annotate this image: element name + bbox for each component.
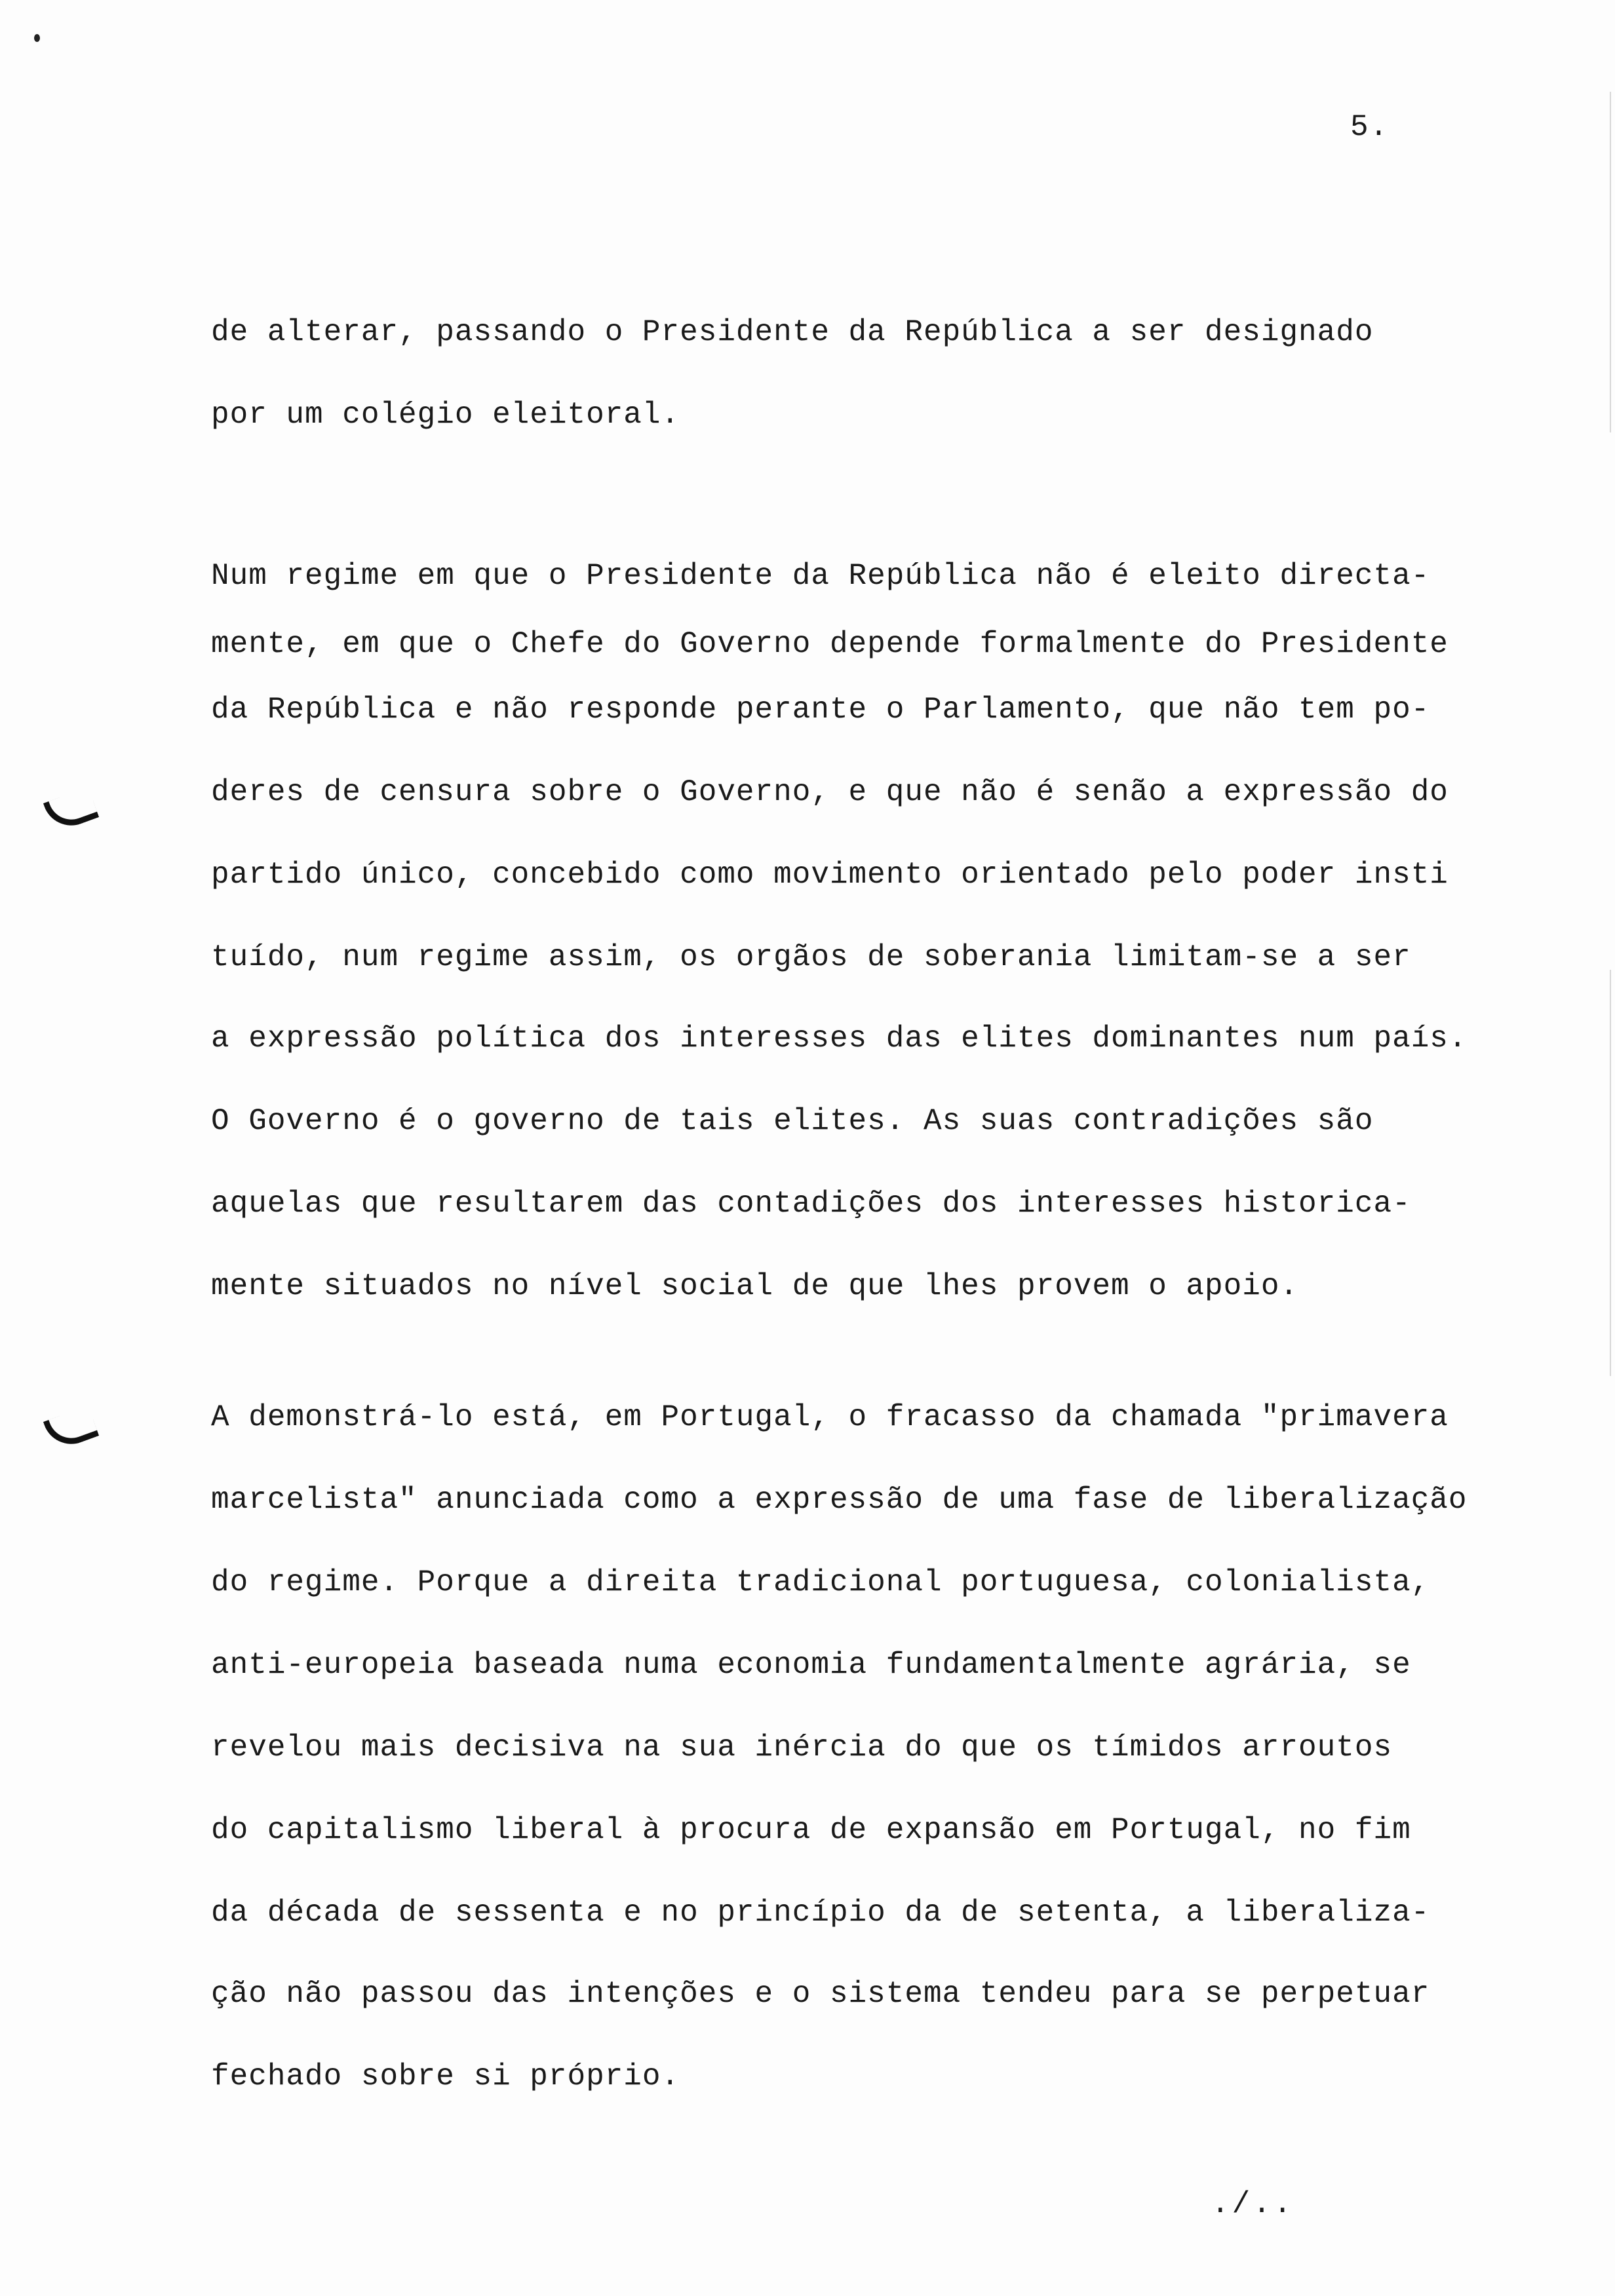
text-line: mente situados no nível social de que lhes provem o apoio. [211,1269,1299,1303]
text-line: da República e não responde perante o Parlamento, que não tem po- [211,693,1430,727]
continuation-mark: ./.. [1211,2187,1294,2221]
text-line: a expressão política dos interesses das elites dominantes num país. [211,1022,1468,1056]
text-line: Num regime em que o Presidente da República não é eleito directa- [211,559,1430,593]
punch-hole-mark [43,1406,99,1452]
text-line: revelou mais decisiva na sua inércia do que os tímidos arroutos [211,1731,1393,1765]
page-edge-shadow [1610,92,1611,432]
text-line: mente, em que o Chefe do Governo depende formalmente do Presidente [211,627,1449,661]
text-line: marcelista" anunciada como a expressão de uma fase de liberalização [211,1483,1468,1517]
text-line: do regime. Porque a direita tradicional portuguesa, colonialista, [211,1565,1430,1599]
text-line: fechado sobre si próprio. [211,2059,680,2094]
text-line: da década de sessenta e no princípio da de setenta, a liberaliza- [211,1896,1430,1930]
text-line: tuído, num regime assim, os orgãos de soberania limitam-se a ser [211,940,1411,974]
text-line: anti-europeia baseada numa economia fundamentalmente agrária, se [211,1648,1411,1682]
text-line: por um colégio eleitoral. [211,398,680,432]
page-edge-shadow [1610,970,1611,1376]
ink-speck [34,34,40,42]
text-line: A demonstrá-lo está, em Portugal, o fracasso da chamada "primavera [211,1400,1449,1434]
text-line: aquelas que resultarem das contadições dos interesses historica- [211,1187,1411,1221]
text-line: O Governo é o governo de tais elites. As suas contradições são [211,1104,1374,1138]
text-line: deres de censura sobre o Governo, e que não é senão a expressão do [211,775,1449,809]
text-line: ção não passou das intenções e o sistema tendeu para se perpetuar [211,1977,1430,2011]
text-line: partido único, concebido como movimento orientado pelo poder insti [211,858,1449,892]
page-number: 5. [1350,110,1390,144]
text-line: de alterar, passando o Presidente da República a ser designado [211,315,1374,349]
text-line: do capitalismo liberal à procura de expansão em Portugal, no fim [211,1813,1411,1847]
punch-hole-mark [43,787,99,833]
